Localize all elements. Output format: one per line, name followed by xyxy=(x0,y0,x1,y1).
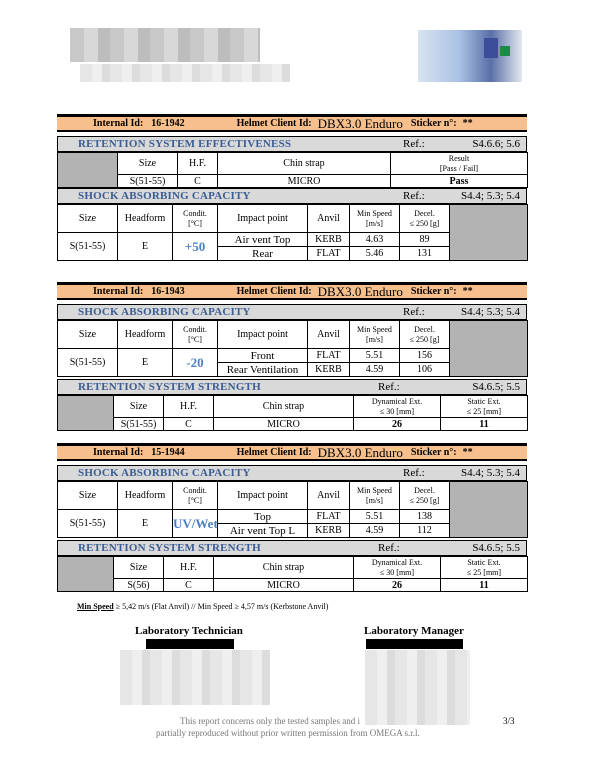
sticker-label: Sticker n°: xyxy=(410,447,457,458)
manager-name-redacted xyxy=(366,639,463,649)
ref-value: S4.6.5; 5.5 xyxy=(472,542,520,554)
ref-label: Ref.: xyxy=(378,542,400,554)
dyn-label: Dynamical Ext. xyxy=(371,557,423,567)
cell-chin: MICRO xyxy=(214,579,354,592)
cell-size: S(51-55) xyxy=(114,418,164,431)
col-anvil: Anvil xyxy=(308,205,350,233)
col-size: Size xyxy=(58,205,118,233)
ref-label: Ref.: xyxy=(403,306,425,318)
minspeed-label: Min Speed xyxy=(357,208,392,218)
decel-label: Decel. xyxy=(414,208,435,218)
ref-label: Ref.: xyxy=(403,467,425,479)
ref-label: Ref.: xyxy=(403,190,425,202)
cell-speed: 5.51 xyxy=(350,510,400,524)
decel-unit: ≤ 250 [g] xyxy=(409,218,440,228)
manager-signature-blurred xyxy=(365,650,470,725)
col-size: Size xyxy=(58,321,118,349)
col-result xyxy=(391,153,528,175)
company-logo-blurred xyxy=(70,28,260,62)
internal-id-value: 16-1942 xyxy=(151,118,185,129)
cell-decel: 106 xyxy=(400,363,450,377)
cell-headform: E xyxy=(118,349,173,377)
grey-cell xyxy=(58,396,114,431)
result-sub-label: [Pass / Fail] xyxy=(439,163,479,173)
grey-cell xyxy=(450,205,528,261)
decel-label: Decel. xyxy=(414,324,435,334)
grey-cell xyxy=(58,153,118,188)
col-impact: Impact point xyxy=(218,205,308,233)
dyn-unit: ≤ 30 [mm] xyxy=(379,567,415,577)
cell-speed: 4.59 xyxy=(350,363,400,377)
col-impact: Impact point xyxy=(218,321,308,349)
cell-anvil: KERB xyxy=(308,524,350,538)
cell-impact: Top xyxy=(218,510,308,524)
col-static-ext xyxy=(441,396,528,418)
id-bar xyxy=(57,114,527,132)
cell-headform: E xyxy=(118,510,173,538)
grey-cell xyxy=(450,321,528,377)
condit-unit: [°C] xyxy=(188,334,202,344)
retention-strength-header xyxy=(57,540,527,556)
section-title: SHOCK ABSORBING CAPACITY xyxy=(78,190,251,202)
minspeed-label: Min Speed xyxy=(357,324,392,334)
helmet-client-id-label: Helmet Client Id: xyxy=(236,447,312,458)
decel-unit: ≤ 250 [g] xyxy=(409,495,440,505)
decel-unit: ≤ 250 [g] xyxy=(409,334,440,344)
grey-cell xyxy=(58,557,114,592)
sticker-label: Sticker n°: xyxy=(410,286,457,297)
col-condit xyxy=(173,205,218,233)
sticker-value: ** xyxy=(462,118,473,129)
cell-static-ext: 11 xyxy=(441,579,528,592)
test-block-2 xyxy=(57,282,527,431)
ref-label: Ref.: xyxy=(378,381,400,393)
accreditation-logo-blurred xyxy=(418,30,522,82)
col-anvil: Anvil xyxy=(308,482,350,510)
cell-impact: Air vent Top L xyxy=(218,524,308,538)
id-bar xyxy=(57,443,527,461)
cell-headform: E xyxy=(118,233,173,261)
ref-value: S4.4; 5.3; 5.4 xyxy=(461,467,520,479)
internal-id-value: 16-1943 xyxy=(151,286,185,297)
sticker-label: Sticker n°: xyxy=(410,118,457,129)
technician-signature-blurred xyxy=(120,650,270,705)
cell-decel: 138 xyxy=(400,510,450,524)
ref-value: S4.4; 5.3; 5.4 xyxy=(461,306,520,318)
internal-id-label: Internal Id: xyxy=(93,447,144,458)
cell-condit: -20 xyxy=(173,349,218,377)
cell-decel: 112 xyxy=(400,524,450,538)
ref-value: S4.6.5; 5.5 xyxy=(472,381,520,393)
cell-impact: Rear Ventilation xyxy=(218,363,308,377)
col-size: Size xyxy=(58,482,118,510)
minspeed-unit: [m/s] xyxy=(366,495,383,505)
shock-table xyxy=(57,320,528,377)
col-decel xyxy=(400,482,450,510)
shock-table xyxy=(57,204,528,261)
cell-dyn-ext: 26 xyxy=(354,418,441,431)
stat-unit: ≤ 25 [mm] xyxy=(466,567,502,577)
col-headform: Headform xyxy=(118,482,173,510)
shock-header xyxy=(57,188,527,204)
test-block-3 xyxy=(57,443,527,592)
technician-name-redacted xyxy=(146,639,234,649)
col-size: Size xyxy=(118,153,178,175)
cell-dyn-ext: 26 xyxy=(354,579,441,592)
result-label: Result xyxy=(448,153,470,163)
cell-anvil: KERB xyxy=(308,233,350,247)
col-condit xyxy=(173,482,218,510)
cell-impact: Front xyxy=(218,349,308,363)
company-address-blurred xyxy=(80,64,290,82)
helmet-client-id-label: Helmet Client Id: xyxy=(236,118,312,129)
minspeed-unit: [m/s] xyxy=(366,218,383,228)
ref-label: Ref.: xyxy=(403,138,425,150)
id-bar xyxy=(57,282,527,300)
cell-decel: 156 xyxy=(400,349,450,363)
cell-size: S(51-55) xyxy=(58,233,118,261)
condit-unit: [°C] xyxy=(188,218,202,228)
section-title: RETENTION SYSTEM EFFECTIVENESS xyxy=(78,138,292,150)
shock-table xyxy=(57,481,528,538)
col-chin-strap: Chin strap xyxy=(218,153,391,175)
col-hf: H.F. xyxy=(164,396,214,418)
cell-size: S(51-55) xyxy=(118,175,178,188)
cell-decel: 89 xyxy=(400,233,450,247)
min-speed-note xyxy=(77,602,328,611)
section-title: RETENTION SYSTEM STRENGTH xyxy=(78,381,261,393)
condit-label: Condit. xyxy=(183,324,207,334)
helmet-client-id-label: Helmet Client Id: xyxy=(236,286,312,297)
col-decel xyxy=(400,321,450,349)
col-minspeed xyxy=(350,205,400,233)
cell-speed: 5.51 xyxy=(350,349,400,363)
col-impact: Impact point xyxy=(218,482,308,510)
section-title: SHOCK ABSORBING CAPACITY xyxy=(78,306,251,318)
cell-condit: UV/Wet xyxy=(173,510,218,538)
grey-cell xyxy=(450,482,528,538)
cell-speed: 4.59 xyxy=(350,524,400,538)
page-number: 3/3 xyxy=(503,716,515,726)
cell-impact: Rear xyxy=(218,247,308,261)
technician-title: Laboratory Technician xyxy=(135,625,243,637)
retention-strength-table xyxy=(57,556,528,592)
condit-label: Condit. xyxy=(183,208,207,218)
col-hf: H.F. xyxy=(164,557,214,579)
cell-condit: +50 xyxy=(173,233,218,261)
shock-header xyxy=(57,465,527,481)
cell-size: S(51-55) xyxy=(58,349,118,377)
minspeed-label: Min Speed xyxy=(357,485,392,495)
cell-speed: 4.63 xyxy=(350,233,400,247)
cell-result: Pass xyxy=(391,175,528,188)
section-title: RETENTION SYSTEM STRENGTH xyxy=(78,542,261,554)
test-block-1 xyxy=(57,114,527,261)
retention-strength-header xyxy=(57,379,527,395)
col-headform: Headform xyxy=(118,321,173,349)
col-headform: Headform xyxy=(118,205,173,233)
min-speed-label: Min Speed xyxy=(77,602,114,611)
cell-chin: MICRO xyxy=(218,175,391,188)
col-chin-strap: Chin strap xyxy=(214,557,354,579)
sticker-value: ** xyxy=(462,447,473,458)
col-dyn-ext xyxy=(354,557,441,579)
cell-speed: 5.46 xyxy=(350,247,400,261)
col-static-ext xyxy=(441,557,528,579)
cell-anvil: FLAT xyxy=(308,349,350,363)
internal-id-label: Internal Id: xyxy=(93,118,144,129)
col-decel xyxy=(400,205,450,233)
stat-label: Static Ext. xyxy=(467,557,501,567)
cell-impact: Air vent Top xyxy=(218,233,308,247)
condit-unit: [°C] xyxy=(188,495,202,505)
minspeed-unit: [m/s] xyxy=(366,334,383,344)
cell-hf: C xyxy=(164,418,214,431)
col-size: Size xyxy=(114,557,164,579)
cell-anvil: KERB xyxy=(308,363,350,377)
col-minspeed xyxy=(350,321,400,349)
manager-title: Laboratory Manager xyxy=(364,625,464,637)
cell-size: S(56) xyxy=(114,579,164,592)
cell-anvil: FLAT xyxy=(308,247,350,261)
col-hf: H.F. xyxy=(178,153,218,175)
internal-id-label: Internal Id: xyxy=(93,286,144,297)
footer-disclaimer-line1: This report concerns only the tested samples and i xyxy=(180,716,360,726)
ref-value: S4.4; 5.3; 5.4 xyxy=(461,190,520,202)
condit-label: Condit. xyxy=(183,485,207,495)
ref-value: S4.6.6; 5.6 xyxy=(472,138,520,150)
cell-chin: MICRO xyxy=(214,418,354,431)
cell-hf: C xyxy=(178,175,218,188)
decel-label: Decel. xyxy=(414,485,435,495)
dyn-unit: ≤ 30 [mm] xyxy=(379,406,415,416)
col-chin-strap: Chin strap xyxy=(214,396,354,418)
min-speed-text: ≥ 5,42 m/s (Flat Anvil) // Min Speed ≥ 4,57 m/s (Kerbstone Anvil) xyxy=(113,602,329,611)
cell-static-ext: 11 xyxy=(441,418,528,431)
cell-decel: 131 xyxy=(400,247,450,261)
col-minspeed xyxy=(350,482,400,510)
retention-effectiveness-table xyxy=(57,152,528,188)
retention-strength-table xyxy=(57,395,528,431)
retention-effectiveness-header xyxy=(57,136,527,152)
internal-id-value: 15-1944 xyxy=(151,447,185,458)
shock-header xyxy=(57,304,527,320)
dyn-label: Dynamical Ext. xyxy=(371,396,423,406)
helmet-client-id-value: DBX3.0 Enduro xyxy=(317,283,403,299)
footer-disclaimer-line2: partially reproduced without prior written permission from OMEGA s.r.l. xyxy=(156,728,420,738)
col-condit xyxy=(173,321,218,349)
sticker-value: ** xyxy=(462,286,473,297)
col-anvil: Anvil xyxy=(308,321,350,349)
cell-size: S(51-55) xyxy=(58,510,118,538)
helmet-client-id-value: DBX3.0 Enduro xyxy=(317,444,403,460)
helmet-client-id-value: DBX3.0 Enduro xyxy=(317,115,403,131)
col-dyn-ext xyxy=(354,396,441,418)
cell-hf: C xyxy=(164,579,214,592)
col-size: Size xyxy=(114,396,164,418)
stat-label: Static Ext. xyxy=(467,396,501,406)
stat-unit: ≤ 25 [mm] xyxy=(466,406,502,416)
section-title: SHOCK ABSORBING CAPACITY xyxy=(78,467,251,479)
cell-anvil: FLAT xyxy=(308,510,350,524)
